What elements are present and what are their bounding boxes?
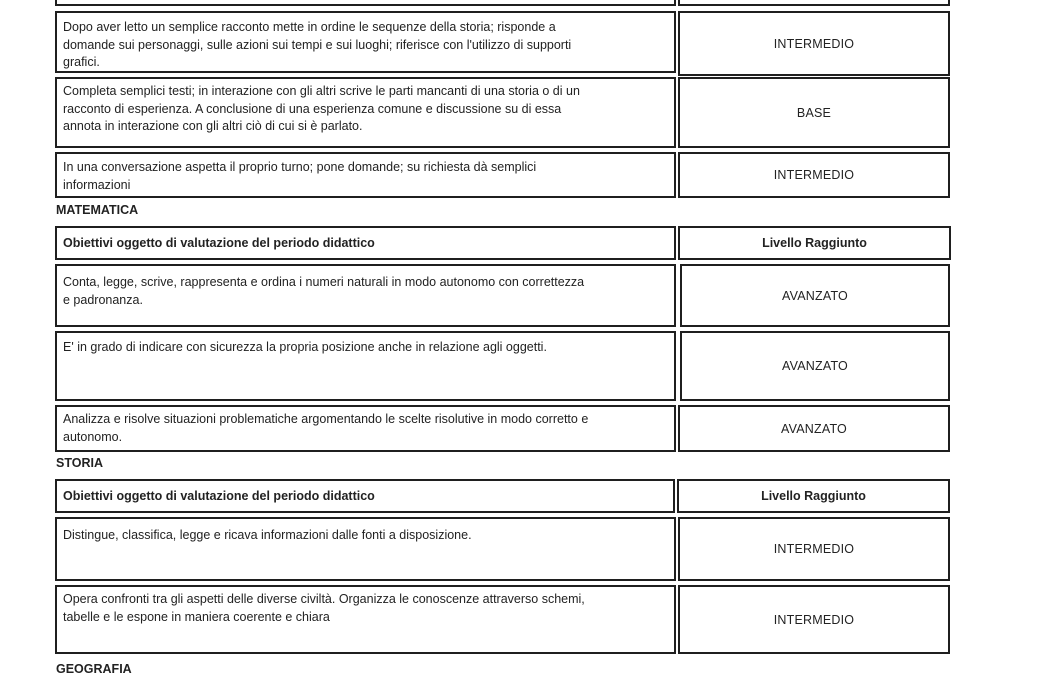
storia-level-1: INTERMEDIO — [678, 517, 950, 581]
italiano-level-1: INTERMEDIO — [678, 11, 950, 76]
matematica-objective-1: Conta, legge, scrive, rappresenta e ordina i numeri naturali in modo autonomo con correttezza e padronanza. — [55, 264, 676, 327]
italiano-objective-2: Completa semplici testi; in interazione con gli altri scrive le parti mancanti di una storia o di un racconto di esperienza. A conclusione di una esperienza comune e discussione su di essa annota in interazione con gli altri ciò di cui si è parlato. — [55, 77, 676, 148]
storia-header-objectives: Obiettivi oggetto di valutazione del periodo didattico — [55, 479, 675, 513]
matematica-level-2: AVANZATO — [680, 331, 950, 401]
previous-row-objective-cell — [55, 0, 676, 6]
italiano-level-3: INTERMEDIO — [678, 152, 950, 198]
section-title-storia: STORIA — [56, 456, 103, 470]
matematica-objective-2: E' in grado di indicare con sicurezza la propria posizione anche in relazione agli oggetti. — [55, 331, 676, 401]
storia-header-level: Livello Raggiunto — [677, 479, 950, 513]
storia-objective-2: Opera confronti tra gli aspetti delle diverse civiltà. Organizza le conoscenze attraverso schemi, tabelle e le espone in maniera coerente e chiara — [55, 585, 676, 654]
previous-row-level-cell — [678, 0, 950, 6]
matematica-objective-3: Analizza e risolve situazioni problematiche argomentando le scelte risolutive in modo corretto e autonomo. — [55, 405, 676, 452]
italiano-objective-3: In una conversazione aspetta il proprio turno; pone domande; su richiesta dà semplici informazioni — [55, 152, 676, 198]
matematica-level-3: AVANZATO — [678, 405, 950, 452]
matematica-header-objectives: Obiettivi oggetto di valutazione del periodo didattico — [55, 226, 676, 260]
storia-level-2: INTERMEDIO — [678, 585, 950, 654]
italiano-objective-1: Dopo aver letto un semplice racconto mette in ordine le sequenze della storia; risponde a domande sui personaggi, sulle azioni sui tempi e sui luoghi; riferisce con l'utilizzo di supporti grafici. — [55, 11, 676, 73]
section-title-geografia: GEOGRAFIA — [56, 662, 132, 676]
storia-objective-1: Distingue, classifica, legge e ricava informazioni dalle fonti a disposizione. — [55, 517, 676, 581]
italiano-level-2: BASE — [678, 77, 950, 148]
section-title-matematica: MATEMATICA — [56, 203, 139, 217]
matematica-header-level: Livello Raggiunto — [678, 226, 951, 260]
matematica-level-1: AVANZATO — [680, 264, 950, 327]
